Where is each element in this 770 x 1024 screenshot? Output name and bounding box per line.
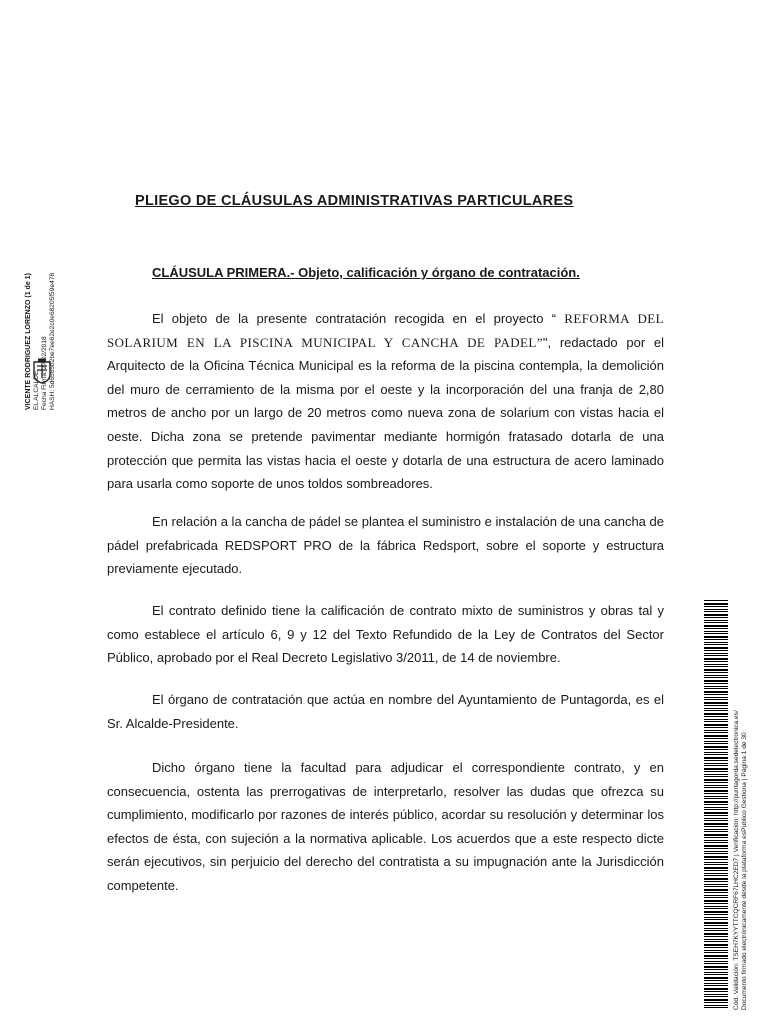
paragraph-facultad [107, 756, 664, 898]
verification-code: Cód. Validación: TSEH7KYYTTCQCRF67LHC2ED7 | Verificación: http://puntagorda.sedelectronica.es/ [733, 710, 740, 1010]
paragraph-padel [107, 510, 664, 581]
clause-heading: CLÁUSULA PRIMERA.- Objeto, calificación y órgano de contratación. [152, 265, 580, 280]
p1-rest: ", redactado por el Arquitecto de la Oficina Técnica Municipal es la reforma de la piscina contempla, la demolición del muro de cerramiento de la misma por el oeste y la incorporación del una franja de 2,80 metros de ancho por un largo de 20 metros como nueva zona de solarium con vistas hacia el oeste. Dicha zona se pretende pavimentar mediante hormigón fratasado dotarla de una protección que permita las vistas hacia el oeste y dotarla de una estructura de acero laminado para usarla como soporte de unos toldos sombreadores. [107, 334, 665, 492]
p3-text: El contrato definido tiene la calificación de contrato mixto de suministros y obras tal y como establece el artículo 6, 9 y 12 del Texto Refundido de la Ley de Contratos del Sector Público, aprobado por el Real Decreto Legislativo 3/2011, de 14 de noviembre. [107, 603, 664, 666]
verification-text [733, 590, 763, 1010]
signature-date: Fecha Firma: 27/02/2018 [41, 336, 48, 410]
signer-role: EL ALCALDE [33, 370, 40, 410]
verification-platform: Documento firmado electrónicamente desde la plataforma esPublico Gestiona | Página 1 de 30 [741, 732, 748, 1010]
project-name: REFORMA DEL SOLARIUM EN LA PISCINA MUNICIPAL Y CANCHA DE PADEL” [107, 311, 664, 350]
signer-name: VICENTE RODRIGUEZ LORENZO (1 de 1) [25, 273, 32, 410]
signature-hash: HASH: 5d6565b2be7ee62e2c0e68205f59e478 [49, 272, 56, 410]
paragraph-objeto [107, 307, 664, 496]
p5-text: Dicho órgano tiene la facultad para adjudicar el correspondiente contrato, y en consecuencia, ostenta las prerrogativas de interpretarlo, resolver las dudas que ofrezca su cumplimiento, modificarlo por razones de interés público, acordar su resolución y determinar los efectos de ésta, con sujeción a la normativa aplicable. Los acuerdos que a este respecto dicte serán ejecutivos, sin perjuicio del derecho del contratista a su impugnación ante la Jurisdicción competente. [107, 760, 664, 893]
document-title: PLIEGO DE CLÁUSULAS ADMINISTRATIVAS PARTICULARES [135, 193, 574, 209]
p1-intro: El objeto de la presente contratación recogida en el proyecto “ [152, 311, 565, 326]
p4-text: El órgano de contratación que actúa en nombre del Ayuntamiento de Puntagorda, es el Sr. Alcalde-Presidente. [107, 692, 664, 731]
paragraph-calificacion [107, 599, 664, 670]
verification-barcode [704, 600, 728, 1010]
signature-stamp [25, 272, 59, 710]
paragraph-organo [107, 688, 664, 735]
p2-text: En relación a la cancha de pádel se plantea el suministro e instalación de una cancha de pádel prefabricada REDSPORT PRO de la fábrica Redsport, sobre el soporte y estructura previamente ejecutado. [107, 514, 664, 577]
